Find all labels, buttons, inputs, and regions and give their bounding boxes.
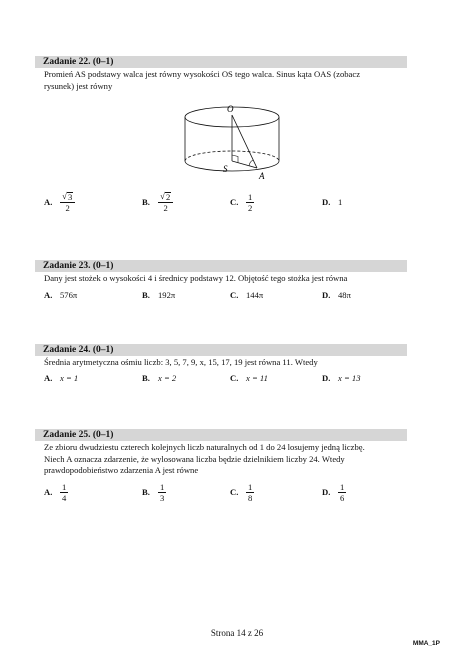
task-text-line: Ze zbioru dwudziestu czterech kolejnych liczb naturalnych od 1 do 24 losujemy jedną liczbę. [44, 442, 365, 452]
task-text: Średnia arytmetyczna ośmiu liczb: 3, 5, 7, 9, x, 15, 17, 19 jest równa 11. Wtedy [44, 357, 318, 367]
fraction [60, 482, 68, 503]
answer-letter: D. [322, 373, 331, 383]
task-header: Zadanie 24. (0–1) [35, 344, 407, 356]
denominator: 2 [248, 202, 253, 213]
answer-value: x = 2 [158, 373, 177, 383]
answer-letter: B. [142, 373, 150, 383]
answer-letter: A. [44, 373, 53, 383]
answer-value: x = 11 [246, 373, 268, 383]
task-text [35, 69, 407, 92]
answer-letter: D. [322, 487, 331, 497]
denominator: 3 [160, 492, 165, 503]
answer-b[interactable] [142, 290, 175, 300]
answer-value: 48π [338, 290, 351, 300]
task-23 [35, 260, 407, 285]
task-text-line: Niech A oznacza zdarzenie, że wylosowana liczba będzie dzielnikiem liczby 24. Wtedy [44, 453, 345, 464]
task-22 [35, 56, 407, 92]
answer-letter: B. [142, 487, 150, 497]
sqrt-icon: √ [160, 191, 165, 201]
denominator: 8 [248, 492, 253, 503]
denominator: 2 [65, 203, 70, 213]
numerator: 1 [340, 481, 345, 492]
answer-c[interactable] [230, 477, 254, 507]
answer-letter: C. [230, 373, 239, 383]
fraction [60, 191, 75, 213]
denominator: 4 [62, 492, 67, 503]
answer-c[interactable] [230, 290, 263, 300]
label-A: A [259, 171, 265, 181]
numerator: 1 [248, 481, 253, 492]
answer-letter: D. [322, 290, 331, 300]
fraction [246, 482, 254, 503]
answer-value: 144π [246, 290, 264, 300]
answer-letter: C. [230, 197, 239, 207]
answer-letter: B. [142, 197, 150, 207]
answer-d[interactable] [322, 187, 342, 217]
task-24 [35, 344, 407, 369]
answer-d[interactable] [322, 477, 346, 507]
numerator: 1 [62, 481, 67, 492]
radicand: 3 [67, 192, 73, 202]
numerator: 1 [248, 191, 253, 202]
answer-value: 192π [158, 290, 176, 300]
fraction [338, 482, 346, 503]
answer-letter: C. [230, 487, 239, 497]
answer-letter: A. [44, 290, 53, 300]
denominator: 6 [340, 492, 345, 503]
answer-letter: C. [230, 290, 239, 300]
answer-a[interactable] [44, 373, 78, 383]
exam-code: MMA_1P [412, 640, 440, 647]
numerator: 1 [160, 481, 165, 492]
radicand: 2 [165, 192, 171, 202]
denominator: 2 [163, 203, 168, 213]
sqrt-icon: √ [62, 191, 67, 201]
answer-letter: A. [44, 487, 53, 497]
task-header: Zadanie 23. (0–1) [35, 260, 407, 272]
task-header: Zadanie 25. (0–1) [35, 429, 407, 441]
task-text-line: prawdopodobieństwo zdarzenia A jest równe [44, 465, 199, 475]
fraction [158, 191, 173, 213]
answer-a[interactable] [44, 290, 77, 300]
fraction [158, 482, 166, 503]
answer-value: x = 13 [338, 373, 361, 383]
answer-b[interactable] [142, 477, 166, 507]
answer-d[interactable] [322, 373, 361, 383]
answers-25 [0, 477, 474, 507]
task-text-line: rysunek) jest równy [44, 80, 113, 91]
task-text: Dany jest stożek o wysokości 4 i średnicy podstawy 12. Objętość tego stożka jest równa [44, 273, 348, 283]
answer-value: 576π [60, 290, 78, 300]
answer-d[interactable] [322, 290, 351, 300]
answer-a[interactable] [44, 477, 68, 507]
label-O: O [227, 104, 234, 114]
answer-b[interactable] [142, 373, 176, 383]
answer-letter: A. [44, 197, 53, 207]
task-header: Zadanie 22. (0–1) [35, 56, 407, 68]
label-S: S [223, 164, 228, 174]
answer-letter: D. [322, 197, 331, 207]
task-text [35, 442, 407, 477]
answer-letter: B. [142, 290, 150, 300]
task-text-line: Promień AS podstawy walca jest równy wysokości OS tego walca. Sinus kąta OAS (zobacz [44, 69, 361, 79]
task-25 [35, 429, 407, 477]
fraction [246, 192, 254, 213]
answer-b[interactable] [142, 187, 173, 217]
page-footer: Strona 14 z 26 [210, 628, 264, 638]
answer-c[interactable] [230, 187, 254, 217]
answer-a[interactable] [44, 187, 75, 217]
answer-value: 1 [338, 197, 343, 207]
answer-c[interactable] [230, 373, 268, 383]
answer-value: x = 1 [60, 373, 79, 383]
answers-22 [0, 187, 474, 217]
